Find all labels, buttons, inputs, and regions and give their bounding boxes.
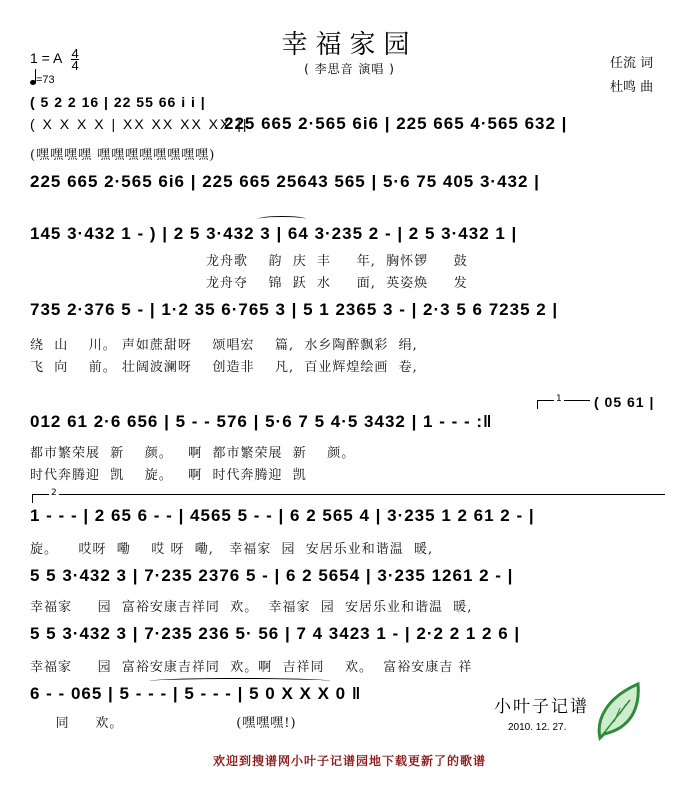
system-7-notes: 5 5 3·432 3 | 7·235 236 5· 56 | 7 4 3423 1 - | 2·2 2 1 2 6 | xyxy=(30,624,521,643)
system-1-notes: 225 665 2·565 6i6 | 225 665 25643 565 | 5·6 75 405 3·432 | xyxy=(30,172,540,191)
system-4-notes: 012 61 2·6 656 | 5 - - 576 | 5·6 7 5 4·5 3432 | 1 - - - :‖ xyxy=(30,412,493,431)
composer-credit: 杜鸣 曲 xyxy=(610,80,654,95)
brand-name: 小叶子记谱 xyxy=(494,697,589,717)
quarter-note-icon xyxy=(30,80,36,85)
lyric-line: 旋。 哎呀 嘞 哎 呀 嘞, 幸福家 园 安居乐业和谐温 暖, xyxy=(30,542,434,557)
volta-2-bracket: 2 xyxy=(32,494,665,503)
song-title: 幸福家园 xyxy=(281,30,418,60)
brand-date: 2010. 12. 27. xyxy=(508,722,567,733)
lyric-line: 幸福家 园 富裕安康吉祥同 欢。 幸福家 园 安居乐业和谐温 暖, xyxy=(30,600,473,615)
intro-rhythm-lyric: (嘿嘿嘿嘿 嘿嘿嘿嘿嘿嘿嘿嘿) xyxy=(30,148,216,163)
footer-banner: 欢迎到搜谱网小叶子记谱园地下载更新了的歌谱 xyxy=(212,754,486,768)
leaf-logo-icon xyxy=(592,680,644,742)
lyricist-credit: 任流 词 xyxy=(610,56,654,71)
time-signature xyxy=(71,48,78,71)
lyric-verse-2: 飞 向 前。 壮阔波澜呀 创造非 凡, 百业辉煌绘画 卷, xyxy=(30,360,418,375)
lyric-verse-1: 都市繁荣展 新 颜。 啊 都市繁荣展 新 颜。 xyxy=(30,446,356,461)
volta-1-bracket: 1 xyxy=(537,400,590,409)
volta-1-tail: ( 05 61 | xyxy=(594,394,655,410)
key-label: 1 = A xyxy=(30,50,62,67)
tempo-marking xyxy=(30,74,55,86)
lyric-verse-2: 时代奔腾迎 凯 旋。 啊 时代奔腾迎 凯 xyxy=(30,468,307,483)
intro-rhythm: ( X X X X | XX XX XX XX ||: xyxy=(30,116,255,132)
time-signature-bottom: 4 xyxy=(71,58,79,73)
intro-melody: ( 5 2 2 16 | 22 55 66 i i | xyxy=(30,94,206,110)
system-6-notes: 5 5 3·432 3 | 7·235 2376 5 - | 6 2 5654 | 3·235 1261 2 - | xyxy=(30,566,514,585)
lyric-verse-2: 龙舟夺 锦 跃 水 面, 英姿焕 发 xyxy=(206,276,468,291)
time-signature-top: 4 xyxy=(71,46,79,61)
system-2-notes: 145 3·432 1 - ) | 2 5 3·432 3 | 64 3·235 2 - | 2 5 3·432 1 | xyxy=(30,224,518,243)
system-8-notes: 6 - - 065 | 5 - - - | 5 - - - | 5 0 X X X 0 ‖ xyxy=(30,684,362,703)
lyric-line: 幸福家 园 富裕安康吉祥同 欢。啊 吉祥同 欢。 富裕安康吉 祥 xyxy=(30,660,473,675)
system-5-notes: 1 - - - | 2 65 6 - - | 4565 5 - - | 6 2 565 4 | 3·235 1 2 61 2 - | xyxy=(30,506,535,525)
tempo-value: =73 xyxy=(36,74,55,86)
lyric-line: 同 欢。 (嘿嘿嘿!) xyxy=(30,716,297,731)
lyric-verse-1: 绕 山 川。 声如蔗甜呀 颂唱宏 篇, 水乡陶醉飘彩 绢, xyxy=(30,338,418,353)
singer-credit: ( 李思音 演唱 ) xyxy=(304,62,395,76)
system-3-notes: 735 2·376 5 - | 1·2 35 6·765 3 | 5 1 2365 3 - | 2·3 5 6 7235 2 | xyxy=(30,300,559,319)
key-signature xyxy=(30,48,79,71)
lyric-verse-1: 龙舟歌 韵 庆 丰 年, 胸怀锣 鼓 xyxy=(206,254,468,269)
intro-line1-continuation: 225 665 2·565 6i6 | 225 665 4·565 632 | xyxy=(224,114,568,133)
